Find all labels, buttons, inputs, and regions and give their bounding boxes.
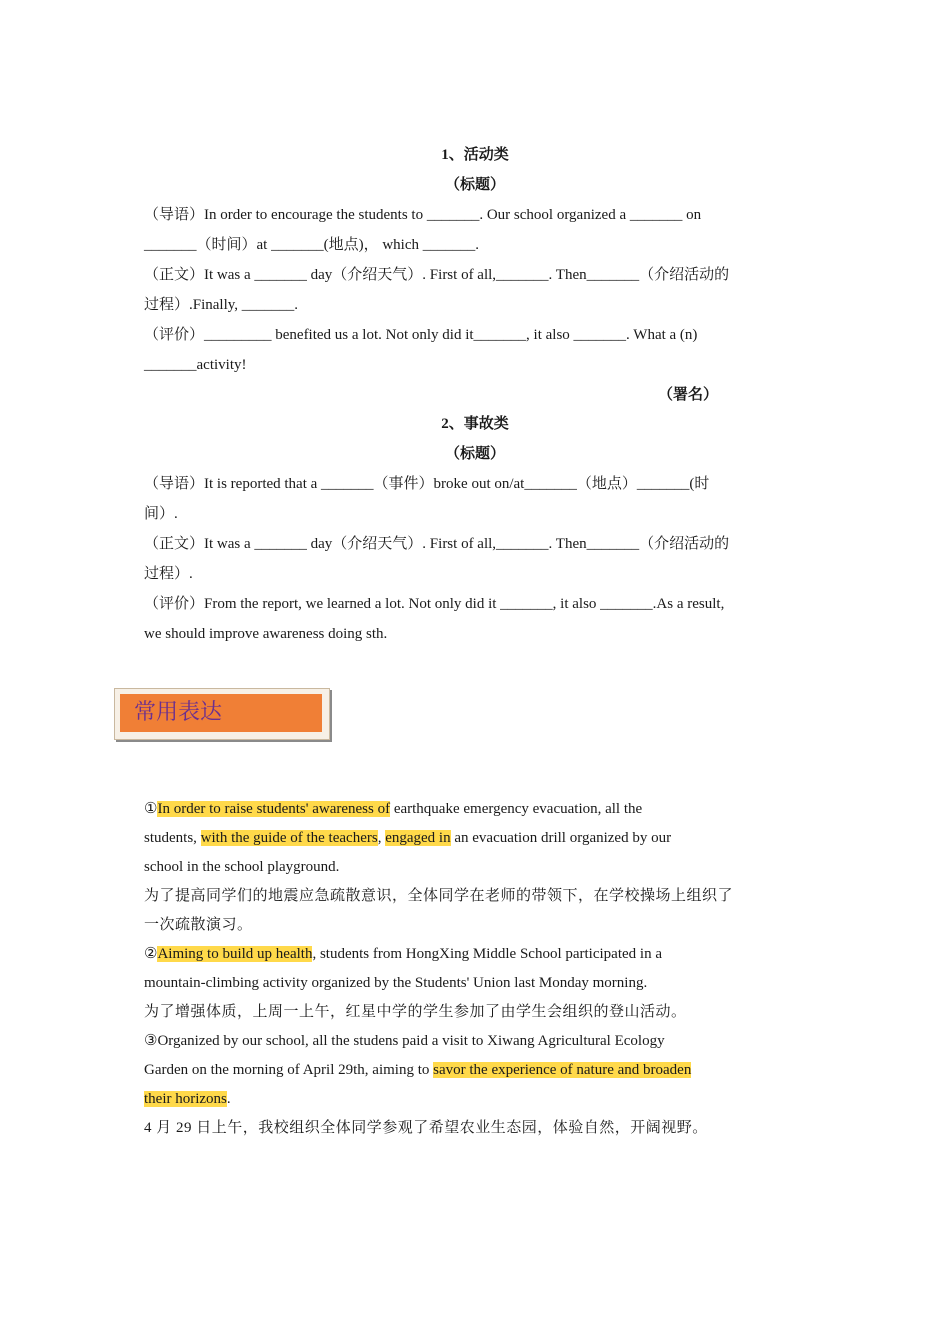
intro-line: _______（时间）at _______(地点)， which _______. [144,237,479,253]
highlight-phrase: engaged in [385,830,451,846]
eval-line: _______activity! [144,357,247,373]
eval-line: we should improve awareness doing sth. [144,626,388,642]
signature: （署名） [657,387,718,403]
body-line: 过程）.Finally, _______. [144,297,299,313]
section-subtitle: （标题） [444,446,505,462]
example-line [144,824,806,853]
section-title: 2、事故类 [441,416,509,432]
common-expressions-banner [114,688,330,740]
eval-line: （评价）From the report, we learned a lot. Not only did it _______, it also _______.As a result, [144,596,725,612]
highlight-phrase: Aiming to build up health [157,946,313,962]
example-text: students, [144,830,201,846]
example-text: Organized by our school, all the studens paid a visit to Xiwang Agricultural Ecology [157,1033,665,1049]
example-line [144,795,806,824]
example-translation: 为了提高同学们的地震应急疏散意识，全体同学在老师的带领下，在学校操场上组织了 [144,888,734,904]
example-line: mountain-climbing activity organized by the Students' Union last Monday morning. [144,975,648,991]
intro-line: （导语）It is reported that a _______（事件）broke out on/at_______（地点）_______(时 [144,476,710,492]
highlight-phrase: their horizons [144,1091,227,1107]
example-line [144,1027,806,1056]
section-title: 1、活动类 [441,147,509,163]
example-text: Garden on the morning of April 29th, aiming to [144,1062,434,1078]
highlight-phrase: savor the experience of nature and broaden [433,1062,692,1078]
example-line [144,1085,806,1114]
highlight-phrase: with the guide of the teachers [200,830,378,846]
section-activity [144,140,806,410]
example-text: an evacuation drill organized by our [450,830,672,846]
example-translation: 为了增强体质，上周一上午，红星中学的学生参加了由学生会组织的登山活动。 [144,1004,687,1020]
example-number: ① [144,801,158,817]
body-line: 过程）. [144,566,193,582]
example-text: earthquake emergency evacuation, all the [390,801,643,817]
example-line [144,940,806,969]
body-line: （正文）It was a _______ day（介绍天气）. First of all,_______. Then_______（介绍活动的 [144,267,730,283]
example-text: . [226,1091,231,1107]
section-accident [144,409,806,649]
intro-line: （导语）In order to encourage the students to _______. Our school organized a _______ on [144,207,702,223]
examples-list [144,795,806,1143]
example-text: , [377,830,386,846]
intro-line: 间）. [144,506,178,522]
example-text: , students from HongXing Middle School participated in a [312,946,662,962]
example-translation: 4 月 29 日上午，我校组织全体同学参观了希望农业生态园，体验自然，开阔视野。 [144,1120,708,1136]
banner-fill [120,694,322,732]
example-translation: 一次疏散演习。 [144,917,253,933]
body-line: （正文）It was a _______ day（介绍天气）. First of all,_______. Then_______（介绍活动的 [144,536,730,552]
example-number: ② [144,946,158,962]
banner-label: 常用表达 [134,700,223,725]
section-subtitle: （标题） [444,177,505,193]
example-line [144,1056,806,1085]
eval-line: （评价）_________ benefited us a lot. Not only did it_______, it also _______. What a (n) [144,327,698,343]
example-number: ③ [144,1033,158,1049]
example-line: school in the school playground. [144,859,340,875]
highlight-phrase: In order to raise students' awareness of [157,801,391,817]
